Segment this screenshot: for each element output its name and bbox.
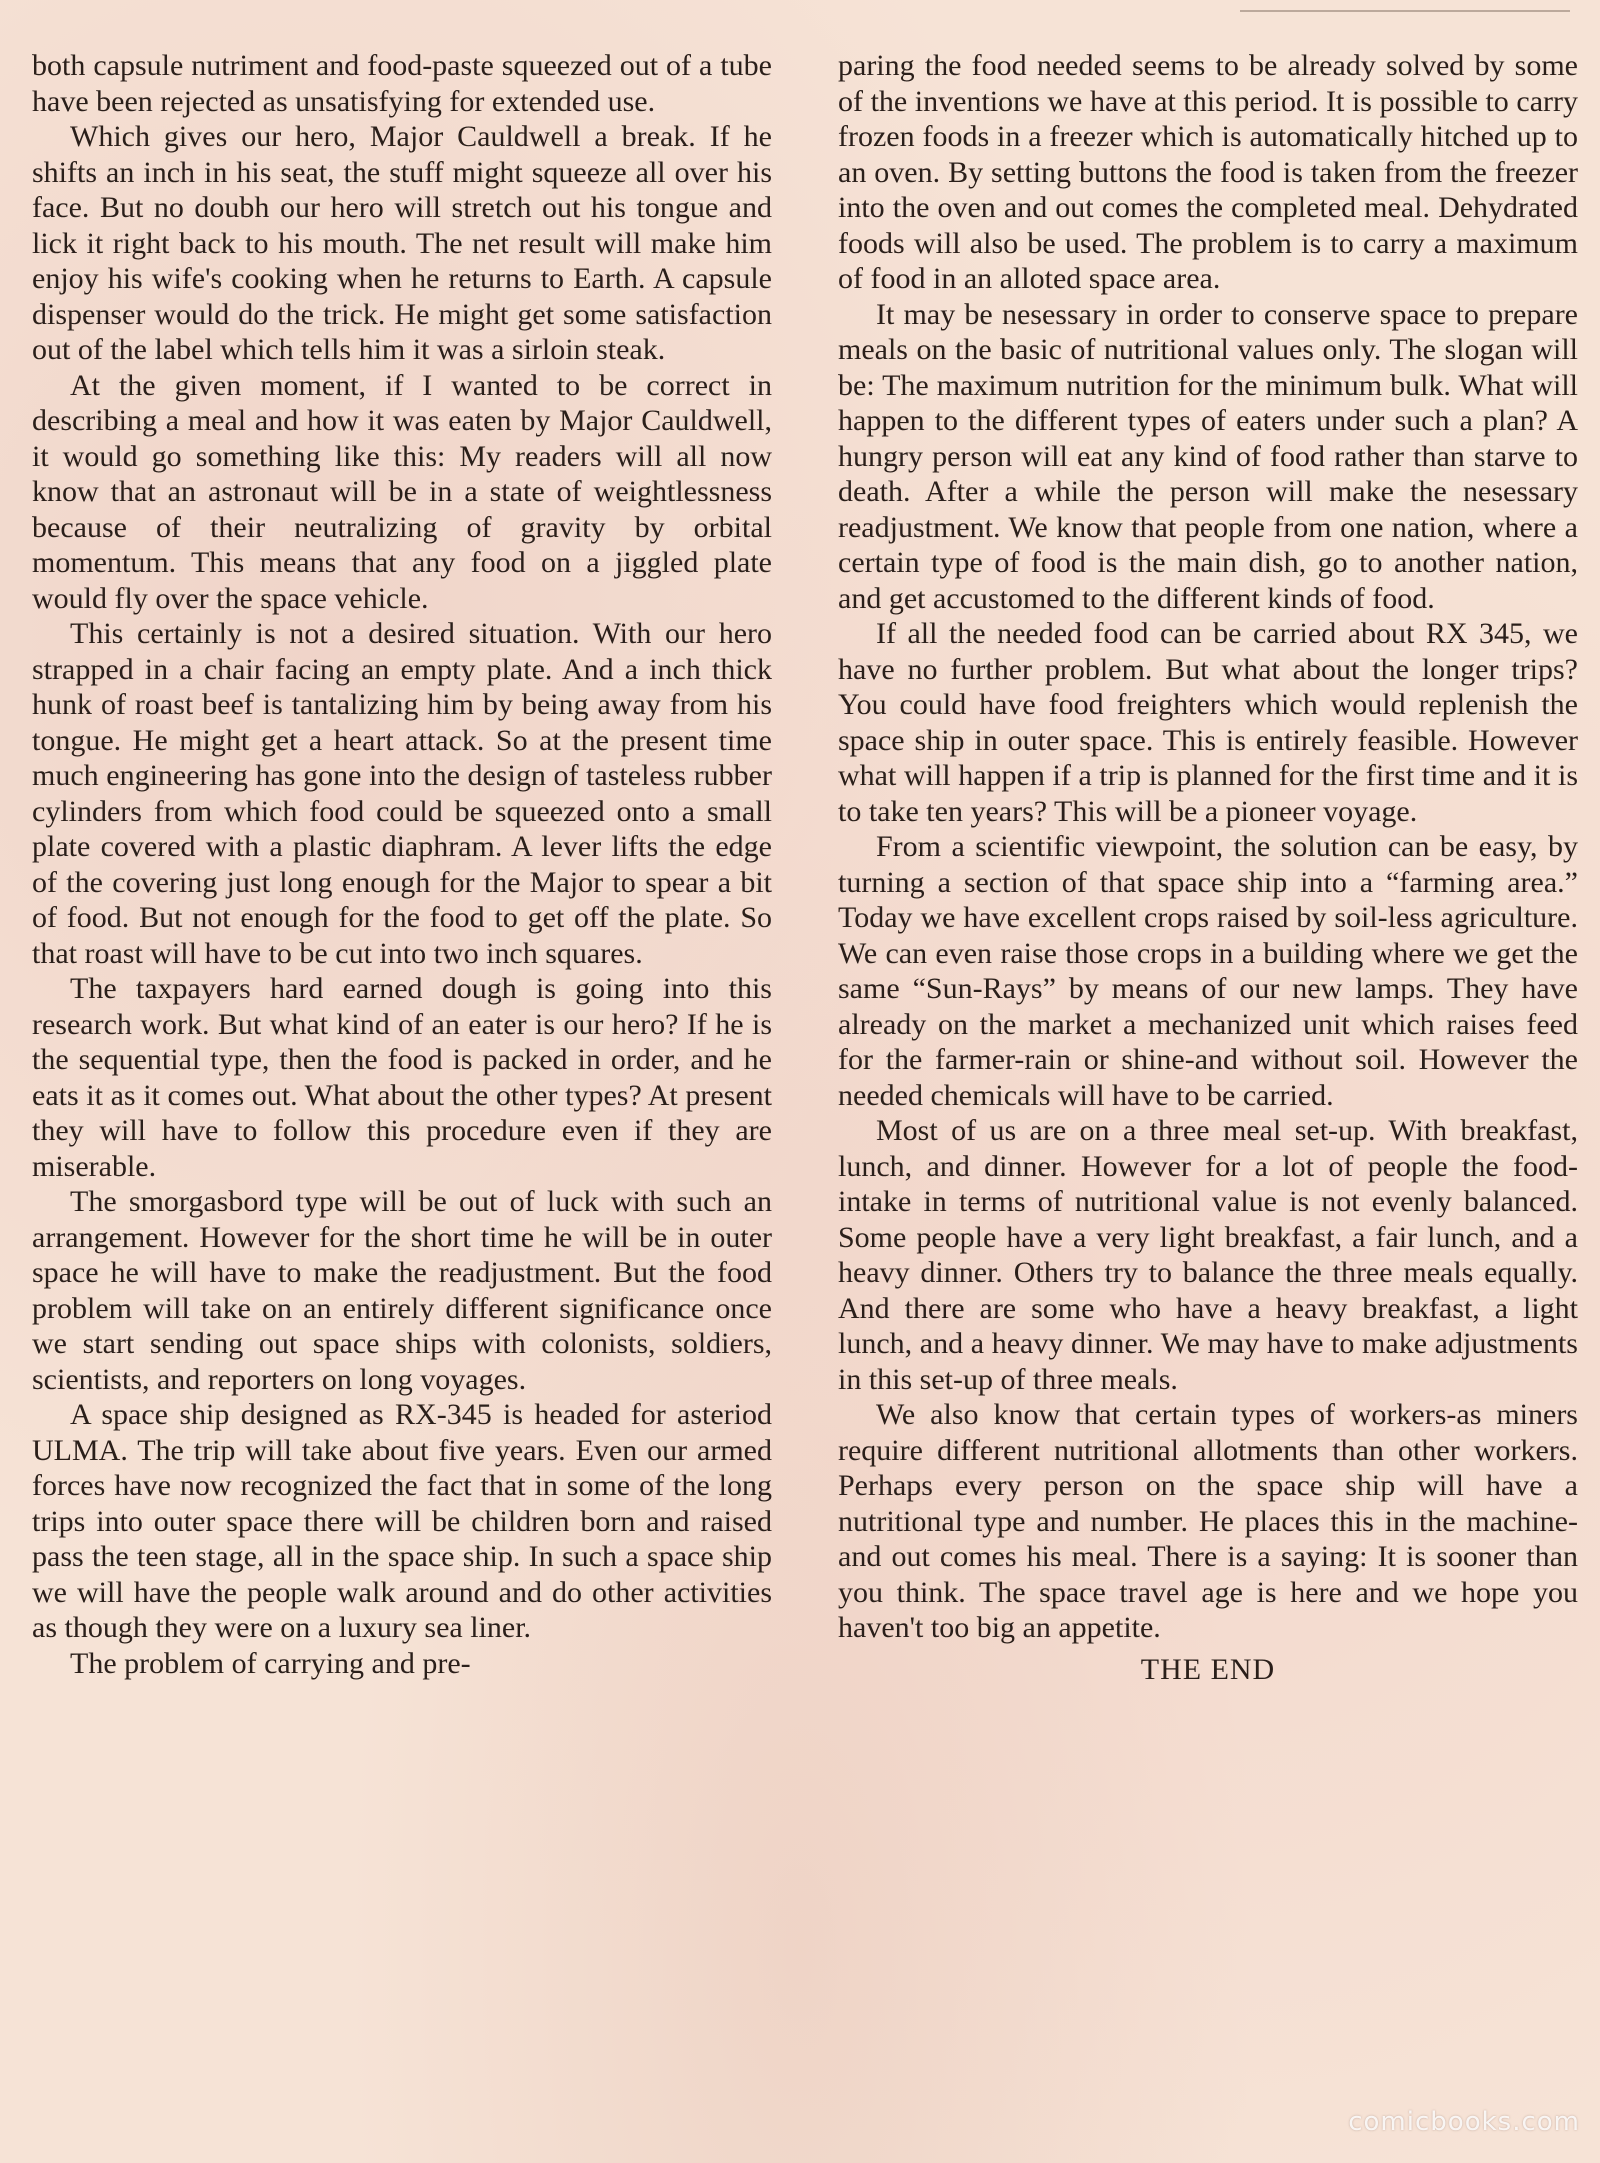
- paragraph: This certainly is not a desired situation. With our hero strapped in a chair facing an empty plate. And a inch thick hunk of roast beef is tantalizing him by being away from his tongue. He might get a heart attack. So at the present time much engineering has gone into the design of tasteless rubber cylinders from which food could be squeezed onto a small plate covered with a plastic diaphram. A lever lifts the edge of the covering just long enough for the Major to spear a bit of food. But not enough for the food to get off the plate. So that roast will have to be cut into two inch squares.: [32, 617, 772, 970]
- paragraph: A space ship designed as RX-345 is headed for asteriod ULMA. The trip will take about five years. Even our armed forces have now recognized the fact that in some of the long trips into outer space there will be children born and raised pass the teen stage, all in the space ship. In such a space ship we will have the people walk around and do other activities as though they were on a luxury sea liner.: [32, 1398, 772, 1644]
- watermark: comicbooks.com: [1348, 2107, 1580, 2137]
- paragraph: From a scientific viewpoint, the solution can be easy, by turning a section of that space ship into a “farming area.” Today we have excellent crops raised by soil-less agriculture. We can even raise those crops in a building where we get the same “Sun-Rays” by means of our new lamps. They have already on the market a mechanized unit which raises feed for the farmer-rain or shine-and without soil. However the needed chemicals will have to be carried.: [838, 830, 1578, 1112]
- paragraph: The smorgasbord type will be out of luck with such an arrangement. However for the short time he will be in outer space he will have to make the readjustment. But the food problem will take on an entirely different significance once we start sending out space ships with colonists, soldiers, scientists, and reporters on long voyages.: [32, 1185, 772, 1396]
- end-title: THE END: [1140, 1652, 1276, 1686]
- paragraph: The problem of carrying and pre-: [70, 1646, 471, 1680]
- paragraph: Most of us are on a three meal set-up. With breakfast, lunch, and dinner. However for a lot of people the food-intake in terms of nutritional value is not evenly balanced. Some people have a very light breakfast, a fair lunch, and a heavy dinner. Others try to balance the three meals equally. And there are some who have a heavy breakfast, a light lunch, and a heavy dinner. We may have to make adjustments in this set-up of three meals.: [838, 1114, 1578, 1396]
- paragraph: both capsule nutriment and food-paste squeezed out of a tube have been rejected as unsatisfying for extended use.: [32, 49, 772, 118]
- paragraph: paring the food needed seems to be already solved by some of the inventions we have at this period. It is possible to carry frozen foods in a freezer which is automatically hitched up to an oven. By setting buttons the food is taken from the freezer into the oven and out comes the completed meal. Dehydrated foods will also be used. The problem is to carry a maximum of food in an alloted space area.: [838, 49, 1578, 295]
- paragraph: If all the needed food can be carried about RX 345, we have no further problem. But what about the longer trips? You could have food freighters which would replenish the space ship in outer space. This is entirely feasible. However what will happen if a trip is planned for the first time and it is to take ten years? This will be a pioneer voyage.: [838, 617, 1578, 828]
- paragraph: It may be nesessary in order to conserve space to prepare meals on the basic of nutritional values only. The slogan will be: The maximum nutrition for the minimum bulk. What will happen to the different types of eaters under such a plan? A hungry person will eat any kind of food rather than starve to death. After a while the person will make the nesessary readjustment. We know that people from one nation, where a certain type of food is the main dish, go to another nation, and get accustomed to the different kinds of food.: [838, 297, 1578, 615]
- paragraph: We also know that certain types of workers-as miners require different nutritional allotments than other workers. Perhaps every person on the space ship will have a nutritional type and number. He places this in the machine-and out comes his meal. There is a saying: It is sooner than you think. The space travel age is here and we hope you haven't too big an appetite.: [838, 1398, 1578, 1644]
- paragraph: Which gives our hero, Major Cauldwell a break. If he shifts an inch in his seat, the stuff might squeeze all over his face. But no doubh our hero will stretch out his tongue and lick it right back to his mouth. The net result will make him enjoy his wife's cooking when he returns to Earth. A capsule dispenser would do the trick. He might get some satisfaction out of the label which tells him it was a sirloin steak.: [32, 120, 772, 366]
- paragraph: At the given moment, if I wanted to be correct in describing a meal and how it was eaten by Major Cauldwell, it would go something like this: My readers will all now know that an astronaut will be in a state of weightlessness because of their neutralizing of gravity by orbital momentum. This means that any food on a jiggled plate would fly over the space vehicle.: [32, 368, 772, 615]
- top-rule: [1240, 10, 1570, 12]
- left-column: [32, 48, 772, 1681]
- paragraph: The taxpayers hard earned dough is going into this research work. But what kind of an eater is our hero? If he is the sequential type, then the food is packed in order, and he eats it as it comes out. What about the other types? At present they will have to follow this procedure even if they are miserable.: [32, 972, 772, 1183]
- right-column: [838, 48, 1578, 1687]
